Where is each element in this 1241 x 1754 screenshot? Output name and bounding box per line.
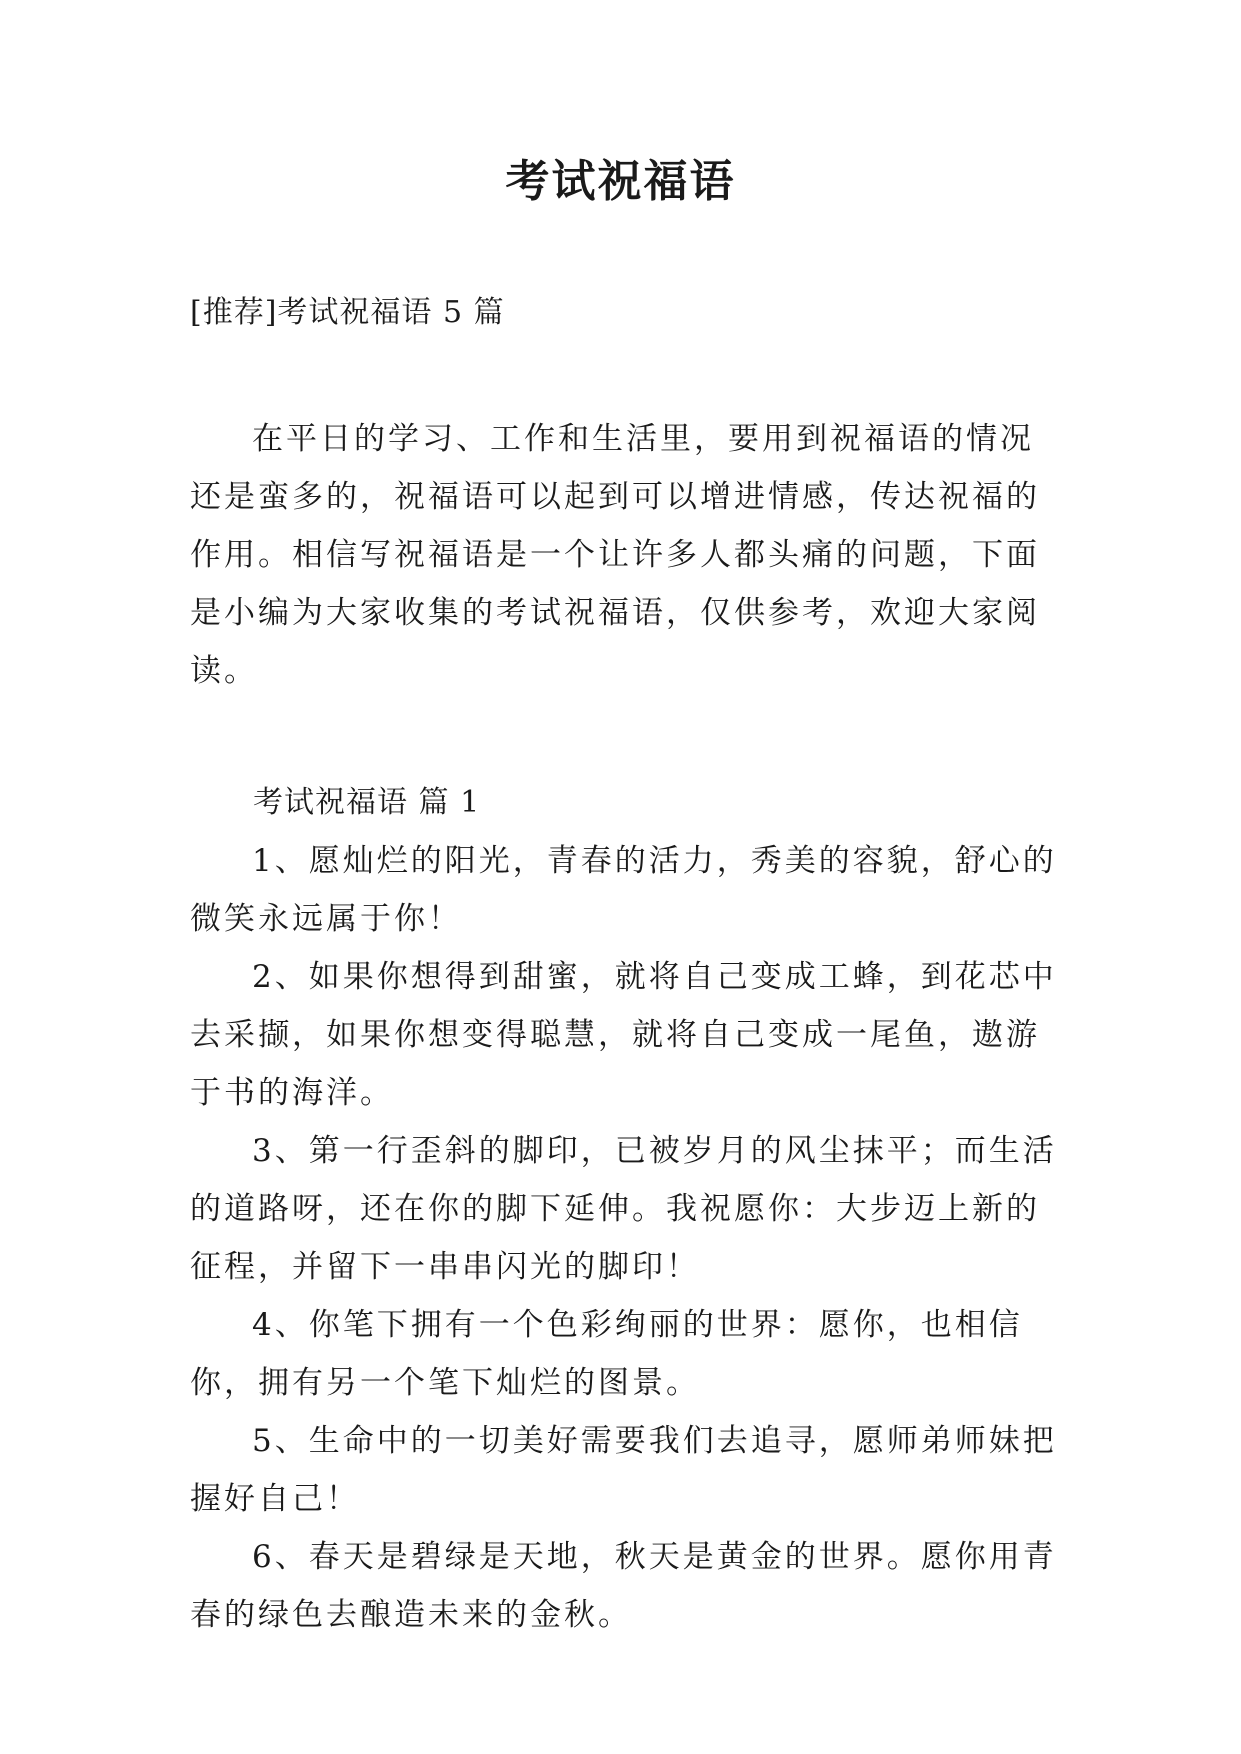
list-item: 3、第一行歪斜的脚印，已被岁月的风尘抹平；而生活的道路呀，还在你的脚下延伸。我祝愿你：大步迈上新的征程，并留下一串串闪光的脚印！ — [190, 1133, 1057, 1285]
list-item: 5、生命中的一切美好需要我们去追寻，愿师弟师妹把握好自己！ — [190, 1423, 1057, 1517]
section-heading: 考试祝福语 篇 1 — [253, 785, 481, 820]
document-subtitle: [推荐]考试祝福语 5 篇 — [190, 295, 505, 330]
document-body — [190, 410, 1065, 1644]
list-item: 4、你笔下拥有一个色彩绚丽的世界：愿你，也相信你，拥有另一个笔下灿烂的图景。 — [190, 1307, 1023, 1401]
list-item: 2、如果你想得到甜蜜，就将自己变成工蜂，到花芯中去采撷，如果你想变得聪慧，就将自己变成一尾鱼，遨游于书的海洋。 — [190, 959, 1057, 1111]
document-title: 考试祝福语 — [505, 156, 736, 207]
intro-paragraph: 在平日的学习、工作和生活里，要用到祝福语的情况还是蛮多的，祝福语可以起到可以增进情感，传达祝福的作用。相信写祝福语是一个让许多人都头痛的问题，下面是小编为大家收集的考试祝福语，仅供参考，欢迎大家阅读。 — [190, 421, 1040, 689]
list-item: 1、愿灿烂的阳光，青春的活力，秀美的容貌，舒心的微笑永远属于你！ — [190, 843, 1057, 937]
list-item: 6、春天是碧绿是天地，秋天是黄金的世界。愿你用青春的绿色去酿造未来的金秋。 — [190, 1539, 1057, 1633]
